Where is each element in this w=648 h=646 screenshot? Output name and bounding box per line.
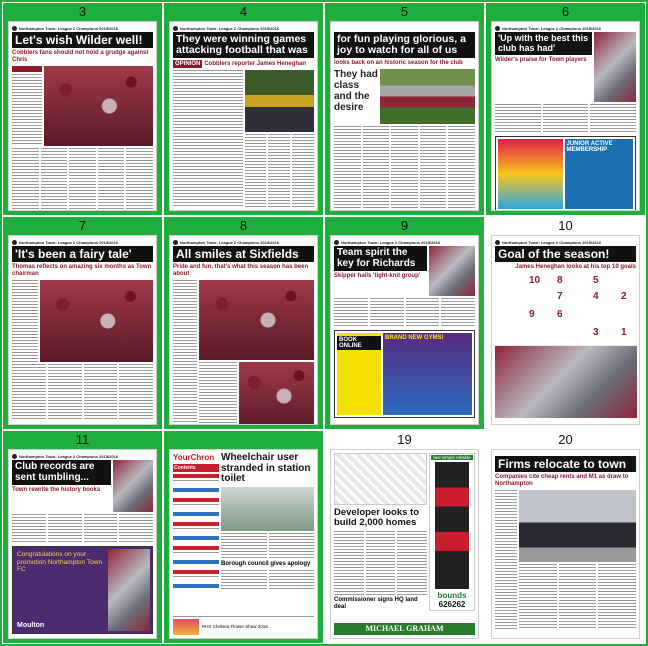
page-number: 20 xyxy=(558,432,573,447)
text-column xyxy=(12,514,46,544)
goal-celebration-photo xyxy=(495,346,637,418)
goal-rank: 10 xyxy=(529,275,541,286)
page-cell-6[interactable] xyxy=(485,2,646,216)
club-crest-icon xyxy=(334,240,339,245)
standfirst: Town rewrite the history books xyxy=(12,487,101,493)
footer-advert-text: RHS Chelsea Flower Show 2016 xyxy=(202,624,268,629)
page-cell-5[interactable] xyxy=(324,2,485,216)
strap-text: Northampton Town: League 2 Champions 2015/2016 xyxy=(502,25,602,31)
text-column xyxy=(221,533,267,559)
trophy-photo xyxy=(108,549,150,631)
headline: All smiles at Sixfields xyxy=(173,246,314,262)
strap xyxy=(12,453,153,459)
advert-gym[interactable] xyxy=(334,330,475,418)
text-column xyxy=(12,148,39,211)
masthead: YourChron xyxy=(173,453,215,462)
section-label: OPINION xyxy=(175,61,201,67)
advert-junior-membership[interactable] xyxy=(495,136,636,211)
page-cell-11[interactable] xyxy=(2,430,163,644)
footer-advert[interactable]: MICHAEL GRAHAM xyxy=(334,623,475,635)
standfirst: Wilder's praise for Town players xyxy=(495,57,587,63)
text-column xyxy=(221,570,267,590)
advert-title: BRAND NEW GYMS! xyxy=(383,333,472,415)
page-thumbnail[interactable] xyxy=(8,235,157,425)
text-column xyxy=(119,514,153,544)
strap-text: Northampton Town: League 2 Champions 2015/2016 xyxy=(19,239,119,245)
subhead: Commissioner signs HQ land deal xyxy=(334,597,418,610)
club-crest-icon xyxy=(495,26,500,31)
page-cell-18[interactable] xyxy=(163,430,324,644)
headline: Firms relocate to town xyxy=(495,456,636,472)
page-thumbnail[interactable] xyxy=(330,449,479,639)
page-thumbnail[interactable] xyxy=(491,235,640,425)
text-column xyxy=(370,298,404,328)
goal-rank: 9 xyxy=(529,309,535,320)
chairman-photo xyxy=(40,280,153,362)
fans-photo xyxy=(199,280,314,360)
text-column xyxy=(366,531,396,595)
headline: Goal of the season! xyxy=(495,246,636,262)
site-map xyxy=(334,453,427,505)
text-column xyxy=(590,104,636,134)
advert-moulton[interactable] xyxy=(12,546,153,634)
text-column xyxy=(69,148,96,211)
page-cell-4[interactable] xyxy=(163,2,324,216)
match-photo xyxy=(245,70,315,132)
text-column xyxy=(559,564,597,630)
headline: for fun playing glorious, a joy to watch for all of us xyxy=(334,32,475,58)
text-column xyxy=(334,531,364,595)
strap xyxy=(173,25,314,31)
text-column xyxy=(126,148,153,211)
text-column xyxy=(269,570,315,590)
headline: Developer looks to build 2,000 homes xyxy=(334,508,427,528)
story-photo xyxy=(221,487,314,531)
page-number: 9 xyxy=(400,218,409,233)
page-number: 11 xyxy=(75,432,90,447)
club-crest-icon xyxy=(12,454,17,459)
headline: Let's wish Wilder well! xyxy=(12,32,153,48)
goal-rank: 4 xyxy=(593,291,599,302)
text-column xyxy=(41,148,68,211)
text-column xyxy=(334,298,368,328)
text-column xyxy=(397,531,427,595)
headline: Wheelchair user stranded in station toilet xyxy=(221,453,314,485)
goal-rank: 8 xyxy=(557,275,563,286)
advert-title: JUNIOR ACTIVE MEMBERSHIP xyxy=(565,139,634,209)
text-column xyxy=(173,70,243,208)
player-photo xyxy=(113,460,153,512)
page-number: 7 xyxy=(78,218,87,233)
strap-text: Northampton Town: League 2 Champions 2015/2016 xyxy=(180,25,280,31)
text-column xyxy=(448,126,475,211)
page-thumbnail[interactable] xyxy=(169,21,318,211)
skipper-photo xyxy=(429,246,475,296)
page-number: 10 xyxy=(558,218,573,233)
pull-quote: They had class and the desire xyxy=(334,69,378,113)
club-crest-icon xyxy=(12,240,17,245)
text-column xyxy=(519,564,557,630)
page-thumbnail[interactable] xyxy=(330,235,479,425)
text-column xyxy=(199,362,237,425)
page-cell-7[interactable] xyxy=(2,216,163,430)
standfirst: James Heneghan looks at his top 10 goals xyxy=(515,264,636,270)
club-crest-icon xyxy=(495,240,500,245)
page-cell-8[interactable] xyxy=(163,216,324,430)
strap-text: Northampton Town: League 2 Champions 2015/2016 xyxy=(19,453,119,459)
subhead: Borough council gives apology xyxy=(221,560,311,567)
club-crest-icon xyxy=(173,240,178,245)
text-column xyxy=(543,104,589,134)
strap xyxy=(12,239,153,245)
text-column xyxy=(12,74,42,146)
strap xyxy=(495,239,636,245)
page-thumbnail[interactable] xyxy=(8,449,157,639)
page-number: 8 xyxy=(239,218,248,233)
headline: Club records are sent tumbling... xyxy=(12,460,111,485)
text-column xyxy=(420,126,447,211)
contents-label: Contents xyxy=(173,464,219,472)
standfirst: Cobblers reporter James Heneghan xyxy=(204,60,307,67)
advert-brand: Moulton xyxy=(17,621,45,629)
page-thumbnail[interactable] xyxy=(169,449,318,639)
club-crest-icon xyxy=(12,26,17,31)
standfirst: looks back on an historic season for the club xyxy=(334,60,463,66)
text-column xyxy=(268,134,290,208)
text-column xyxy=(495,104,541,134)
text-column xyxy=(48,514,82,544)
strap xyxy=(495,25,636,31)
footer-advert[interactable] xyxy=(173,616,314,636)
goal-rank: 1 xyxy=(621,327,627,338)
player-photo xyxy=(594,32,636,102)
phone-images xyxy=(435,462,469,589)
text-column xyxy=(495,490,517,630)
text-column xyxy=(598,564,636,630)
contents-list xyxy=(173,474,219,592)
text-column xyxy=(441,298,475,328)
page-number: 18 xyxy=(236,432,251,447)
text-column xyxy=(292,134,314,208)
page-number: 3 xyxy=(78,4,87,19)
text-column xyxy=(48,364,82,420)
goals-panel xyxy=(495,273,636,418)
strap xyxy=(173,239,314,245)
text-column xyxy=(173,280,197,425)
text-column xyxy=(98,148,125,211)
page-thumbnail[interactable] xyxy=(491,449,640,639)
text-column xyxy=(363,126,390,211)
text-column xyxy=(84,364,118,420)
text-column xyxy=(119,364,153,420)
page-thumbnail[interactable] xyxy=(8,21,157,211)
goal-rank: 5 xyxy=(593,275,599,286)
page-number: 4 xyxy=(239,4,248,19)
page-thumbnail[interactable] xyxy=(169,235,318,425)
page-number: 19 xyxy=(397,432,412,447)
advert-tagline: fast simple reliable xyxy=(431,455,473,460)
standfirst: Skipper hails 'tight-knit group' xyxy=(334,273,421,279)
goal-rank: 3 xyxy=(593,327,599,338)
text-column xyxy=(12,280,38,362)
strap-text: Northampton Town: League 2 Champions 2015/2016 xyxy=(180,239,280,245)
advert-book-online[interactable] xyxy=(337,333,381,415)
standfirst: Thomas reflects on amazing six months as Town chairman xyxy=(12,264,152,277)
celebration-photo xyxy=(44,66,153,146)
goal-rank: 2 xyxy=(621,291,627,302)
page-cell-3[interactable] xyxy=(2,2,163,216)
headline: 'Up with the best this club has had' xyxy=(495,32,592,55)
page-thumbnail-grid xyxy=(2,2,646,644)
text-column xyxy=(406,298,440,328)
text-column xyxy=(84,514,118,544)
strap-text: Northampton Town: League 2 Champions 2015/2016 xyxy=(341,239,441,245)
team-photo xyxy=(380,69,475,124)
advert-image xyxy=(498,139,563,209)
advert-brand: bounds xyxy=(437,591,467,600)
text-column xyxy=(269,533,315,559)
page-cell-9[interactable] xyxy=(324,216,485,430)
text-column xyxy=(12,364,46,420)
business-group-photo xyxy=(519,490,636,562)
page-cell-20[interactable] xyxy=(485,430,646,644)
standfirst: Cobblers fans should not hold a grudge against Chris xyxy=(12,50,149,63)
book-online-label: BOOK ONLINE xyxy=(337,336,381,350)
standfirst: Companies cite cheap rents and M1 as draw to Northampton xyxy=(495,474,629,487)
goal-rank: 6 xyxy=(557,309,563,320)
page-thumbnail[interactable] xyxy=(330,21,479,211)
goal-rank: 7 xyxy=(557,291,563,302)
advert-phone: 626262 xyxy=(438,600,466,609)
page-thumbnail[interactable] xyxy=(491,21,640,211)
text-column xyxy=(334,126,361,211)
page-number: 5 xyxy=(400,4,409,19)
headline: Team spirit the key for Richards xyxy=(334,246,427,271)
page-number: 6 xyxy=(561,4,570,19)
section-bar xyxy=(12,66,42,72)
club-crest-icon xyxy=(173,26,178,31)
text-column xyxy=(391,126,418,211)
strap-text: Northampton Town: League 2 Champions 2015/2016 xyxy=(19,25,119,31)
page-cell-19[interactable] xyxy=(324,430,485,644)
advert-title: Congratulations on your promotion Northampton Town FC xyxy=(17,551,103,573)
standfirst: Pride and fun, that's what this season has been about xyxy=(173,264,309,277)
fans-photo xyxy=(239,362,314,425)
strap xyxy=(12,25,153,31)
flower-image xyxy=(173,619,199,635)
advert-bounds[interactable] xyxy=(429,453,475,611)
text-column xyxy=(245,134,267,208)
strap xyxy=(334,239,475,245)
strap-text: Northampton Town: League 2 Champions 2015/2016 xyxy=(502,239,602,245)
headline: 'It's been a fairy tale' xyxy=(12,246,153,262)
headline: They were winning games attacking football that was xyxy=(173,32,314,58)
page-cell-10[interactable] xyxy=(485,216,646,430)
